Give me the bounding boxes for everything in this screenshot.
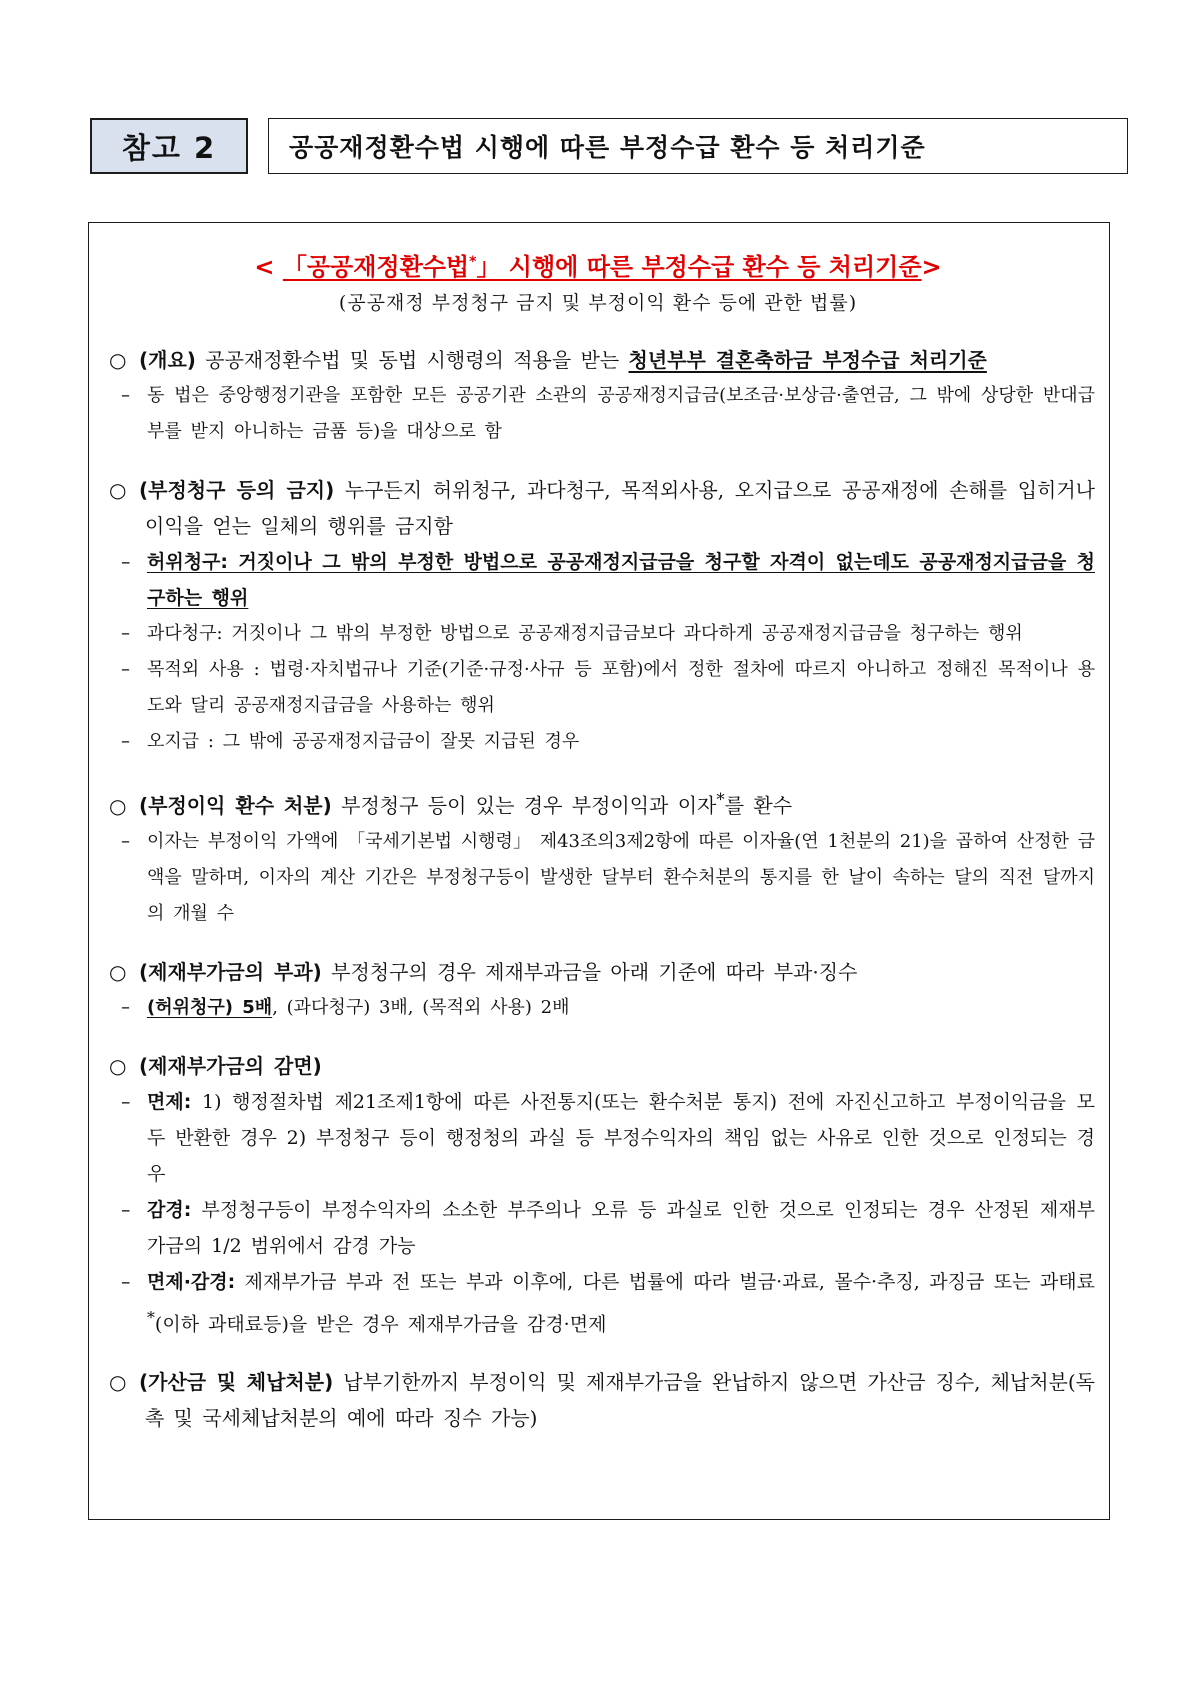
section-arrears	[101, 1364, 1095, 1436]
reference-tag: 참고 2	[90, 118, 248, 174]
section-label: (제재부가금의 감면)	[139, 1053, 322, 1078]
list-item-text: 1) 행정절차법 제21조제1항에 따른 사전통지(또는 환수처분 통지) 전에 자진신고하고 부정이익금을 모두 반환한 경우 2) 부정청구 등이 행정청의 과실 등 부정수익자의 책임 없는 사유로 인한 것으로 인정되는 경우	[147, 1090, 1096, 1185]
section-label: (부정이익 환수 처분)	[139, 793, 332, 818]
section-label: (개요)	[139, 348, 196, 372]
list-item-text: 이자는 부정이익 가액에 「국세기본법 시행령」 제43조의3제2항에 따른 이자율(연 1천분의 21)을 곱하여 산정한 금액을 말하며, 이자의 계산 기간은 부정청구등이 발생한 달부터 환수처분의 통지를 한 날이 속하는 달의 직전 달까지의 개월 수	[147, 830, 1095, 924]
dash-bullet-icon: –	[121, 996, 130, 1018]
section-surcharge	[101, 954, 1095, 1026]
section-overview	[101, 342, 1095, 450]
box-subtitle: (공공재정 부정청구 금지 및 부정이익 환수 등에 관한 법률)	[338, 292, 858, 314]
list-item-text: 과다청구: 거짓이나 그 밖의 부정한 방법으로 공공재정지급금보다 과다하게 공공재정지급금을 청구하는 행위	[147, 623, 1023, 644]
list-item-text-after: (이하 과태료등)을 받은 경우 제재부가금을 감경·면제	[154, 1312, 607, 1335]
list-item-label: 면제:	[147, 1090, 192, 1113]
list-item-label: 허위청구:	[147, 551, 229, 573]
list-item-text: , (과다청구) 3배, (목적외 사용) 2배	[272, 996, 570, 1018]
list-item-text: 부정청구등이 부정수익자의 소소한 부주의나 오류 등 과실로 인한 것으로 인정되는 경우 산정된 제재부가금의 1/2 범위에서 감경 가능	[147, 1198, 1095, 1257]
list-item-underlined: (허위청구) 5배	[147, 996, 273, 1018]
dash-bullet-icon: –	[121, 623, 130, 644]
section-text-after: 를 환수	[724, 793, 793, 818]
content-box	[88, 222, 1110, 1520]
list-item	[101, 378, 1095, 450]
section-heading	[101, 1048, 1095, 1084]
footnote-mark: *	[147, 1307, 155, 1327]
list-item	[101, 990, 1095, 1026]
list-item-text: 제재부가금 부과 전 또는 부과 이후에, 다른 법률에 따라 벌금·과료, 몰수·추징, 과징금 또는 과태료	[244, 1270, 1095, 1293]
section-label: (부정청구 등의 금지)	[139, 478, 335, 502]
list-item	[101, 824, 1095, 932]
section-prohibition	[101, 472, 1095, 760]
circle-bullet-icon: ○	[109, 793, 127, 818]
header-row	[90, 118, 1128, 176]
section-text: 공공재정환수법 및 동법 시행령의 적용을 받는	[195, 348, 629, 372]
section-reduction	[101, 1048, 1095, 1342]
list-item	[101, 544, 1095, 616]
dash-bullet-icon: –	[121, 659, 130, 680]
dash-bullet-icon: –	[121, 385, 130, 406]
dash-bullet-icon: –	[121, 551, 131, 573]
circle-bullet-icon: ○	[109, 1053, 127, 1078]
section-recovery	[101, 782, 1095, 932]
section-text: 납부기한까지 부정이익 및 제재부가금을 완납하지 않으면 가산금 징수, 체납처분(독촉 및 국세체납처분의 예에 따라 징수 가능)	[145, 1369, 1095, 1430]
section-label: (제재부가금의 부과)	[139, 959, 322, 984]
box-title-main: 「공공재정환수법	[282, 253, 470, 281]
box-title-close-bracket: 」	[476, 253, 501, 281]
circle-bullet-icon: ○	[109, 959, 127, 984]
section-label: (가산금 및 체납처분)	[139, 1369, 334, 1394]
document-title: 공공재정환수법 시행에 따른 부정수급 환수 등 처리기준	[268, 118, 1128, 174]
list-item-label: 감경:	[147, 1198, 192, 1221]
list-item	[101, 1264, 1095, 1342]
dash-bullet-icon: –	[121, 731, 130, 752]
list-item-text: 오지급 : 그 밖에 공공재정지급금이 잘못 지급된 경우	[147, 731, 580, 752]
section-heading	[101, 342, 1095, 378]
box-title-rest: 시행에 따른 부정수급 환수 등 처리기준	[500, 253, 922, 281]
circle-bullet-icon: ○	[109, 1369, 127, 1394]
list-item	[101, 616, 1095, 652]
circle-bullet-icon: ○	[109, 348, 127, 372]
box-title	[101, 245, 1095, 284]
section-heading	[101, 472, 1095, 544]
footnote-mark: *	[716, 790, 725, 809]
box-title-end: >	[921, 253, 942, 281]
section-text: 부정청구 등이 있는 경우 부정이익과 이자	[331, 793, 717, 818]
circle-bullet-icon: ○	[109, 478, 127, 502]
dash-bullet-icon: –	[121, 1090, 131, 1113]
dash-bullet-icon: –	[121, 1270, 131, 1293]
dash-bullet-icon: –	[121, 1198, 131, 1221]
section-underlined-text: 청년부부 결혼축하금 부정수급 처리기준	[628, 348, 987, 372]
list-item	[101, 1084, 1095, 1192]
list-item	[101, 724, 1095, 760]
list-item-label: 면제·감경:	[147, 1270, 236, 1293]
list-item-text: 목적외 사용 : 법령·자치법규나 기준(기준·규정·사규 등 포함)에서 정한 절차에 따르지 아니하고 정해진 목적이나 용도와 달리 공공재정지급금을 사용하는 행위	[147, 659, 1095, 716]
section-heading	[101, 782, 1095, 824]
list-item	[101, 652, 1095, 724]
box-title-underlined	[283, 253, 922, 281]
box-title-footnote-mark: *	[469, 254, 477, 270]
list-item-text: 동 법은 중앙행정기관을 포함한 모든 공공기관 소관의 공공재정지급금(보조금·보상금·출연금, 그 밖에 상당한 반대급부를 받지 아니하는 금품 등)을 대상으로 함	[147, 385, 1095, 442]
list-item-underlined	[147, 551, 1095, 609]
dash-bullet-icon: –	[121, 830, 130, 852]
box-title-open: <	[254, 253, 283, 281]
section-text: 누구든지 허위청구, 과다청구, 목적외사용, 오지급으로 공공재정에 손해를 입히거나 이익을 얻는 일체의 행위를 금지함	[145, 478, 1095, 538]
section-heading	[101, 1364, 1095, 1436]
list-item	[101, 1192, 1095, 1264]
section-text: 부정청구의 경우 제재부과금을 아래 기준에 따라 부과·징수	[321, 959, 858, 984]
list-item-text: 거짓이나 그 밖의 부정한 방법으로 공공재정지급금을 청구할 자격이 없는데도 공공재정지급금을 청구하는 행위	[147, 551, 1095, 609]
section-heading	[101, 954, 1095, 990]
